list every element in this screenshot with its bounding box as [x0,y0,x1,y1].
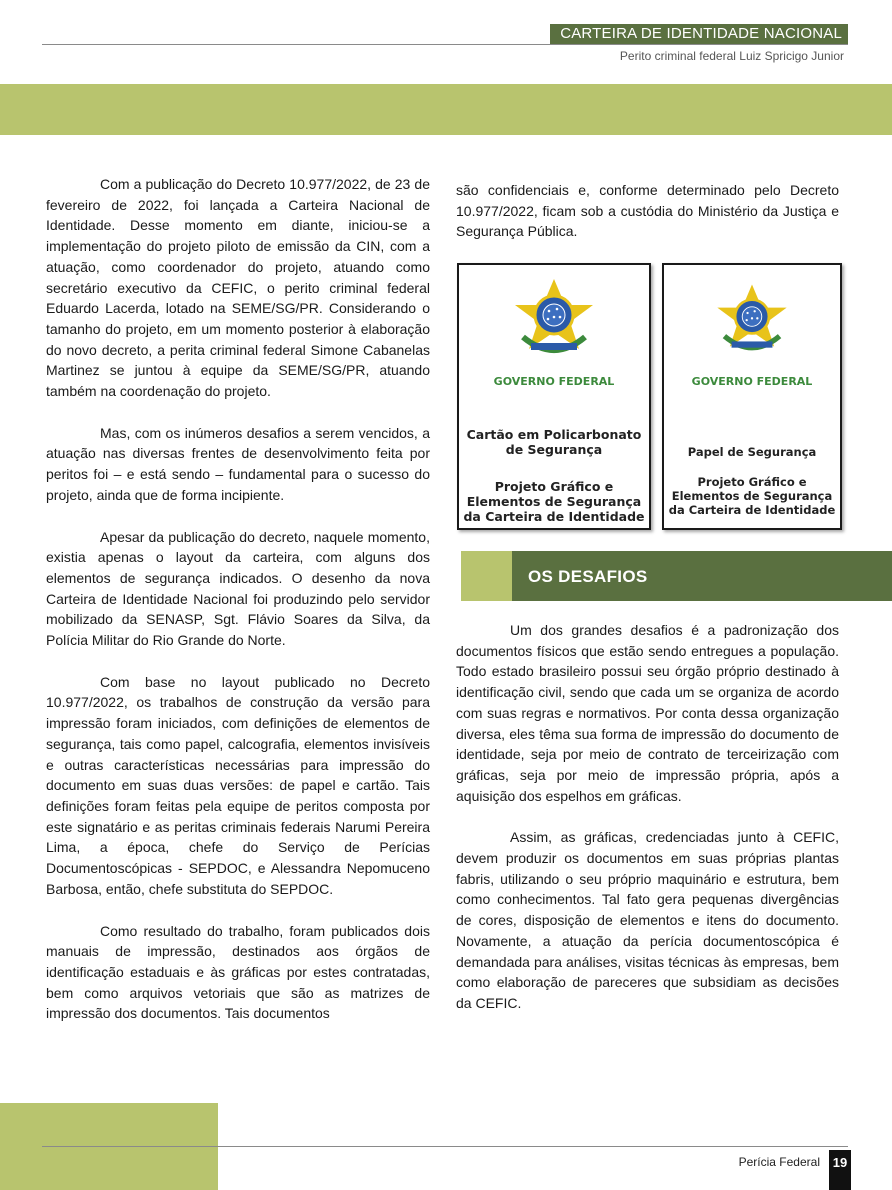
gov-label: GOVERNO FEDERAL [493,375,615,388]
gov-label: GOVERNO FEDERAL [691,375,813,388]
header-rule [42,44,848,45]
right-column [456,620,839,1035]
manual-cover-polycarbonate [457,263,651,530]
manual-subtitle: Projeto Gráfico e Elementos de Segurança da Carteira de Identidade [463,479,645,524]
paragraph: Como resultado do trabalho, foram publicados dois manuais de impressão, destinados aos órgãos de identificação estaduais e às gráficas por estes contratadas, bem como arquivos vetoriais que são as matrizes de impressão dos documentos. Tais documentos [46,922,430,1022]
left-column [46,174,430,1045]
author-byline: Perito criminal federal Luiz Spricigo Junior [619,49,844,63]
magazine-name: Perícia Federal [738,1155,820,1169]
paragraph: Assim, as gráficas, credenciadas junto à CEFIC, devem produzir os documentos em suas próprias plantas fabris, utilizando o seu próprio maquinário e estrutura, bem como conhecimentos. Tal fato gera pequenas divergências de cores, disposição de elementos e itens do documento. Novamente, a atuação da perícia documentoscópica é demandada para análises, visitas técnicas às empresas, bem como elaboração de pareceres que subsidiam as decisões da CEFIC. [456,829,839,1011]
header-color-band [0,84,892,135]
brazil-coat-of-arms-icon [509,275,599,365]
manual-title: Cartão em Policarbonato de Segurança [466,427,642,457]
paragraph: Um dos grandes desafios é a padronização dos documentos físicos que estão sendo entregues a população. Todo estado brasileiro possui seu órgão próprio destinado à identificação civil, sendo que cada um se organiza de acordo com suas regras e normativos. Por conta dessa organização diversa, eles têma sua forma de impressão do documento de identidade, seja por meio de contrato de terceirização com gráficas, seja por meio de impressão própria, após a aquisição dos espelhos em gráficas. [456,622,839,804]
manual-title: Papel de Segurança [687,445,817,459]
page-number: 19 [829,1150,851,1190]
paragraph: Apesar da publicação do decreto, naquele momento, existia apenas o layout da carteira, com alguns dos elementos de segurança indicados. O desenho da nova Carteira de Identidade Nacional foi produzindo pelo servidor mobilizado da SENASP, Sgt. Flávio Soares da Silva, da Polícia Militar do Rio Grande do Norte. [46,528,430,649]
right-column-continuation [456,180,839,263]
brazil-coat-of-arms-icon [712,281,792,361]
paragraph: são confidenciais e, conforme determinado pelo Decreto 10.977/2022, ficam sob a custódia do Ministério da Justiça e Segurança Pública. [456,182,839,240]
manual-subtitle: Projeto Gráfico e Elementos de Segurança da Carteira de Identidade [668,475,836,517]
paragraph: Com a publicação do Decreto 10.977/2022, de 23 de fevereiro de 2022, foi lançada a Carteira Nacional de Identidade. Desse momento em diante, iniciou-se a implementação do projeto piloto de emissão da CIN, com a atuação, como coordenador do projeto, atuando como secretário executivo da CEFIC, o perito criminal federal Eduardo Lacerda, lotado na SEME/SG/PR. Considerando o tamanho do projeto, em um momento posterior à elaboração do novo decreto, a perita criminal federal Simone Cabanelas Martinez se juntou à equipe da SEME/SG/PR, atuando também na coordenação do projeto. [46,176,430,400]
section-header-title: CARTEIRA DE IDENTIDADE NACIONAL [550,24,848,44]
section-heading-accent [461,551,512,601]
manual-cover-paper [662,263,842,530]
paragraph: Mas, com os inúmeros desafios a serem vencidos, a atuação nas diversas frentes de desenvolvimento feita por peritos foi – e está sendo – fundamental para o sucesso do projeto, ainda que de forma incipiente. [46,424,430,503]
section-heading: OS DESAFIOS [528,567,648,586]
footer-rule [42,1146,848,1147]
paragraph: Com base no layout publicado no Decreto 10.977/2022, os trabalhos de construção da versão para impressão foram iniciados, com definições de elementos de segurança, tais como papel, calcografia, elementos invisíveis e outras características necessárias para impressão do documento em suas duas versões: de papel e cartão. Tais definições foram feitas pela equipe de peritos composta por este signatário e as peritas criminais federais Narumi Pereira Lima, a época, chefe do Serviço de Perícias Documentoscópicas - SEPDOC, e Alessandra Nepomuceno Barbosa, então, chefe substituta do SEPDOC. [46,673,430,897]
